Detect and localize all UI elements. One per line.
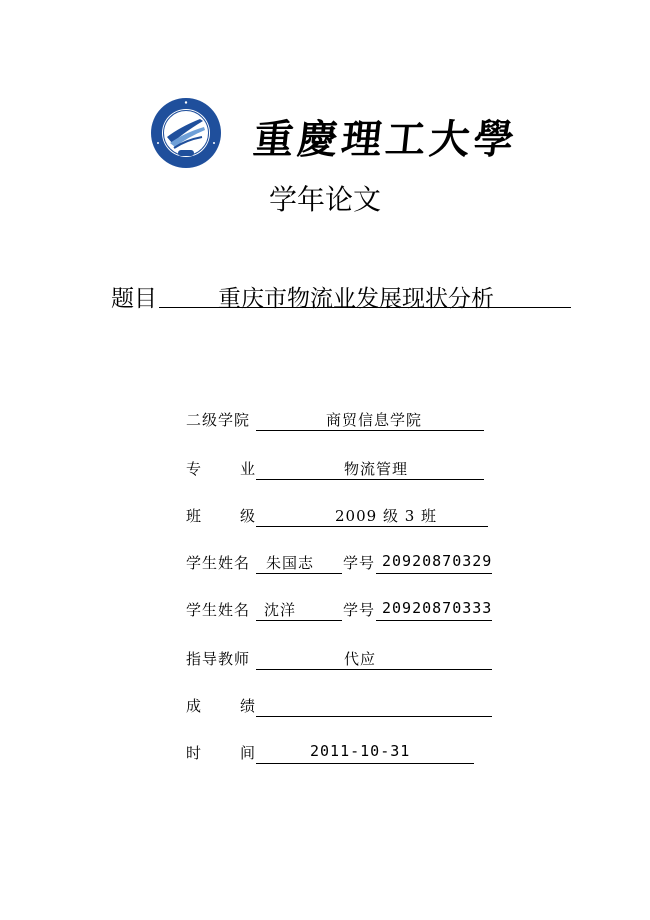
student2-id-label: 学号 (343, 601, 376, 619)
student2-row (186, 599, 496, 621)
major-label-char-1: 专 (186, 460, 203, 478)
major-label (186, 458, 256, 479)
college-label: 二级学院 (186, 411, 251, 429)
major-value: 物流管理 (344, 460, 409, 478)
advisor-value: 代应 (344, 650, 377, 668)
college-row (186, 409, 486, 431)
college-value: 商贸信息学院 (326, 411, 423, 429)
advisor-row (186, 648, 496, 670)
student1-name-label: 学生姓名 (186, 554, 251, 572)
grade-row (186, 695, 496, 717)
grade-underline (256, 695, 492, 717)
student1-id-label: 学号 (343, 554, 376, 572)
student2-name-label: 学生姓名 (186, 601, 251, 619)
grade-label (186, 695, 256, 716)
class-label (186, 505, 256, 526)
date-label (186, 742, 256, 763)
date-label-char-2: 间 (239, 744, 256, 762)
topic-value: 重庆市物流业发展现状分析 (218, 286, 494, 312)
student1-name: 朱国志 (266, 554, 315, 572)
topic-label: 题目 (111, 286, 157, 312)
class-label-char-2: 级 (239, 507, 256, 525)
student2-id: 20920870333 (382, 599, 493, 617)
date-label-char-1: 时 (186, 744, 203, 762)
university-seal-logo (150, 97, 222, 169)
university-name: 重慶理工大學 (251, 116, 521, 163)
date-row (186, 742, 486, 764)
student2-name: 沈洋 (264, 601, 297, 619)
grade-label-char-1: 成 (186, 697, 203, 715)
document-type-heading: 学年论文 (268, 183, 381, 216)
major-label-char-2: 业 (239, 460, 256, 478)
student1-id: 20920870329 (382, 552, 493, 570)
grade-label-char-2: 绩 (239, 697, 256, 715)
date-value: 2011-10-31 (310, 742, 411, 760)
major-row (186, 458, 486, 480)
student1-row (186, 552, 496, 574)
class-value: 2009 级 3 班 (335, 507, 438, 525)
advisor-label: 指导教师 (186, 650, 251, 668)
class-row (186, 505, 491, 527)
class-label-char-1: 班 (186, 507, 203, 525)
topic-row (111, 280, 571, 312)
